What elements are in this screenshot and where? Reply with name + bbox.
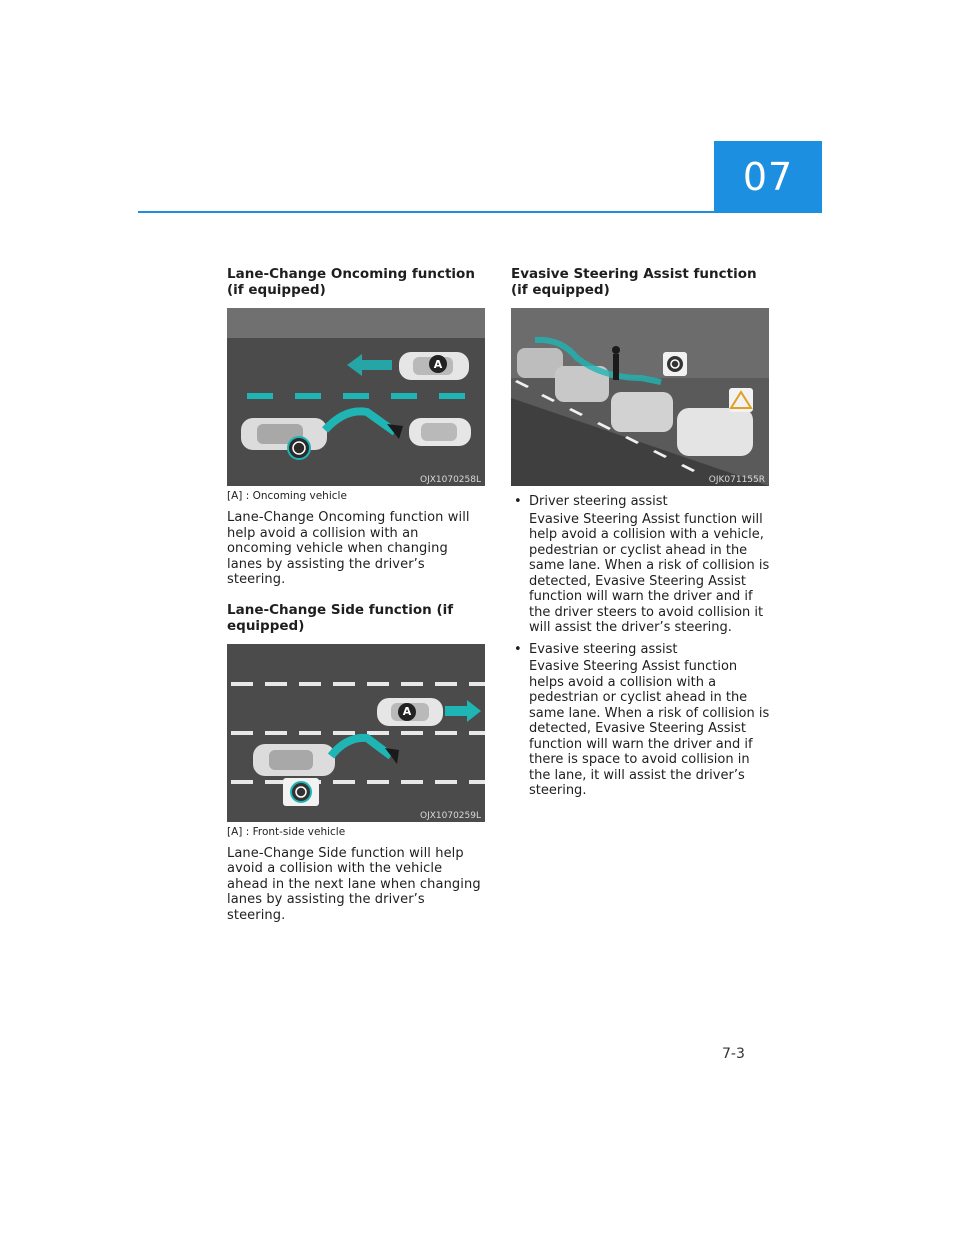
left-column: [227, 266, 487, 937]
list-item: [511, 494, 771, 636]
list-item: [511, 642, 771, 799]
illustration-evasive: [511, 308, 769, 486]
body-text: Lane-Change Side function will help avoid a collision with the vehicle ahead in the next lane when changing lanes by assisting the driver’s steering.: [227, 845, 481, 923]
illustration-side: [227, 644, 485, 822]
figure-code: OJX1070259L: [419, 810, 481, 821]
illustration-oncoming: [227, 308, 485, 486]
marker-a: A: [429, 355, 447, 373]
bullet-icon: •: [514, 494, 522, 509]
right-column: [511, 266, 771, 805]
figure-evasive-steering: [511, 308, 769, 486]
header-rule: [138, 211, 716, 213]
bullet-label: Evasive steering assist: [529, 641, 678, 657]
figure-caption: [A] : Oncoming vehicle: [227, 490, 347, 502]
bullet-icon: •: [514, 641, 522, 657]
chapter-tab: 07: [714, 141, 822, 213]
bullet-text: Evasive Steering Assist function helps avoid a collision with a pedestrian or cyclist ahead in the same lane. When a risk of collision is detected, Evasive Steering Assist function will warn the driver and if there is space to avoid collision in the lane, it will assist the driver’s steering.: [529, 659, 770, 798]
body-text: Lane-Change Oncoming function will help avoid a collision with an oncoming vehicle when changing lanes by assisting the driver’s steering.: [227, 510, 470, 587]
section-title-lane-change-oncoming: Lane-Change Oncoming function (if equipped): [227, 266, 475, 298]
section-title-evasive-steering: Evasive Steering Assist function (if equipped): [511, 266, 757, 298]
bullet-text: Evasive Steering Assist function will help avoid a collision with a vehicle, pedestrian or cyclist ahead in the same lane. When a risk of collision is detected, Evasive Steering Assist function will warn the driver and if the driver steers to avoid collision it will assist the driver’s steering.: [529, 511, 770, 635]
figure-caption: [A] : Front-side vehicle: [227, 825, 346, 838]
figure-lane-change-oncoming: [227, 308, 485, 486]
marker-a: A: [398, 703, 416, 721]
page-number: 7-3: [722, 1046, 745, 1062]
section-title-lane-change-side: Lane-Change Side function (if equipped): [227, 601, 454, 634]
bullet-label: Driver steering assist: [529, 494, 668, 509]
figure-code: OJX1070258L: [419, 475, 481, 485]
figure-code: OJK071155R: [708, 475, 765, 485]
bullet-list: [511, 494, 771, 799]
figure-lane-change-side: [227, 644, 485, 822]
